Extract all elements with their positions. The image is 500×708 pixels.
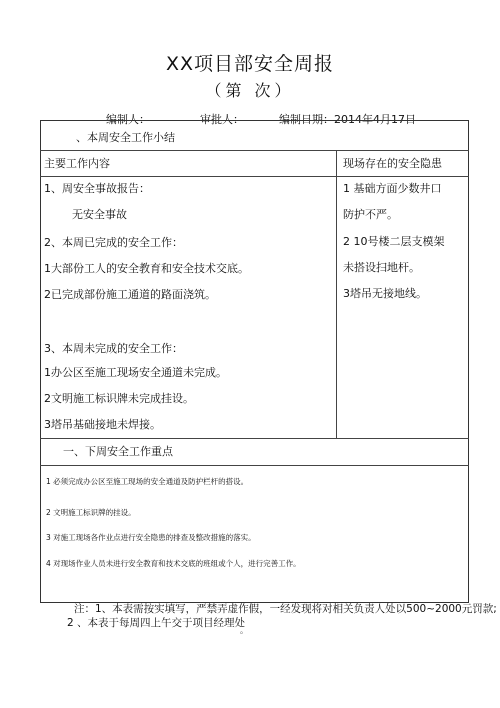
table-divider [40, 150, 469, 151]
table-divider [40, 465, 469, 466]
next-week-item: 3 对施工现场各作业点进行安全隐患的排查及整改措施的落实。 [46, 533, 256, 542]
hazard-header: 现场存在的安全隐患 [343, 157, 442, 170]
summary-section-title: 、本周安全工作小结 [76, 131, 175, 144]
report-title: XX项目部安全周报 [165, 53, 335, 75]
date-label: 编制日期：2014年4月17日 [279, 113, 416, 126]
main-item: 无安全事故 [72, 208, 127, 221]
table-divider [40, 176, 469, 177]
main-item: 2、本周已完成的安全工作： [44, 236, 183, 249]
next-week-item: 2 文明施工标识牌的挂设。 [46, 508, 136, 517]
note-line-1: 注：1、本表需按实填写，严禁弄虚作假，一经发现将对相关负责人处以500~2000元罚款; [74, 603, 497, 615]
hazard-item: 未搭设扫地杆。 [343, 261, 420, 274]
hazard-item: 1 基础方面少数井口 [343, 182, 442, 195]
hazard-item: 3塔吊无接地线。 [343, 287, 427, 300]
column-divider [336, 150, 337, 438]
main-item: 1、周安全事故报告： [44, 182, 150, 195]
reviewer-label: 审批人： [200, 113, 244, 126]
main-item: 3塔吊基础接地未焊接。 [44, 418, 161, 431]
main-item: 3、本周未完成的安全工作： [44, 342, 183, 355]
hazard-item: 防护不严。 [343, 208, 398, 221]
next-week-item: 1 必须完成办公区至施工现场的安全通道及防护栏杆的搭设。 [46, 477, 249, 486]
main-item: 1大部份工人的安全教育和安全技术交底。 [44, 262, 249, 275]
main-item: 2已完成部份施工通道的路面浇筑。 [44, 288, 216, 301]
main-item: 1办公区至施工现场安全通道未完成。 [44, 366, 227, 379]
main-item: 2文明施工标识牌未完成挂设。 [44, 392, 194, 405]
report-subtitle: （第 次） [205, 81, 295, 100]
next-week-section-title: 一、下周安全工作重点 [63, 445, 173, 458]
hazard-item: 2 10号楼二层支模架 [343, 235, 445, 248]
note-line-2: 2 、本表于每周四上午交于项目经理处 [67, 617, 246, 629]
main-work-header: 主要工作内容 [44, 157, 110, 170]
next-week-item: 4 对现场作业人员未进行安全教育和技术交底的班组或个人，进行完善工作。 [46, 559, 301, 568]
table-divider [40, 438, 469, 439]
editor-label: 编制人： [106, 113, 150, 126]
note-dot: 。 [240, 626, 248, 635]
